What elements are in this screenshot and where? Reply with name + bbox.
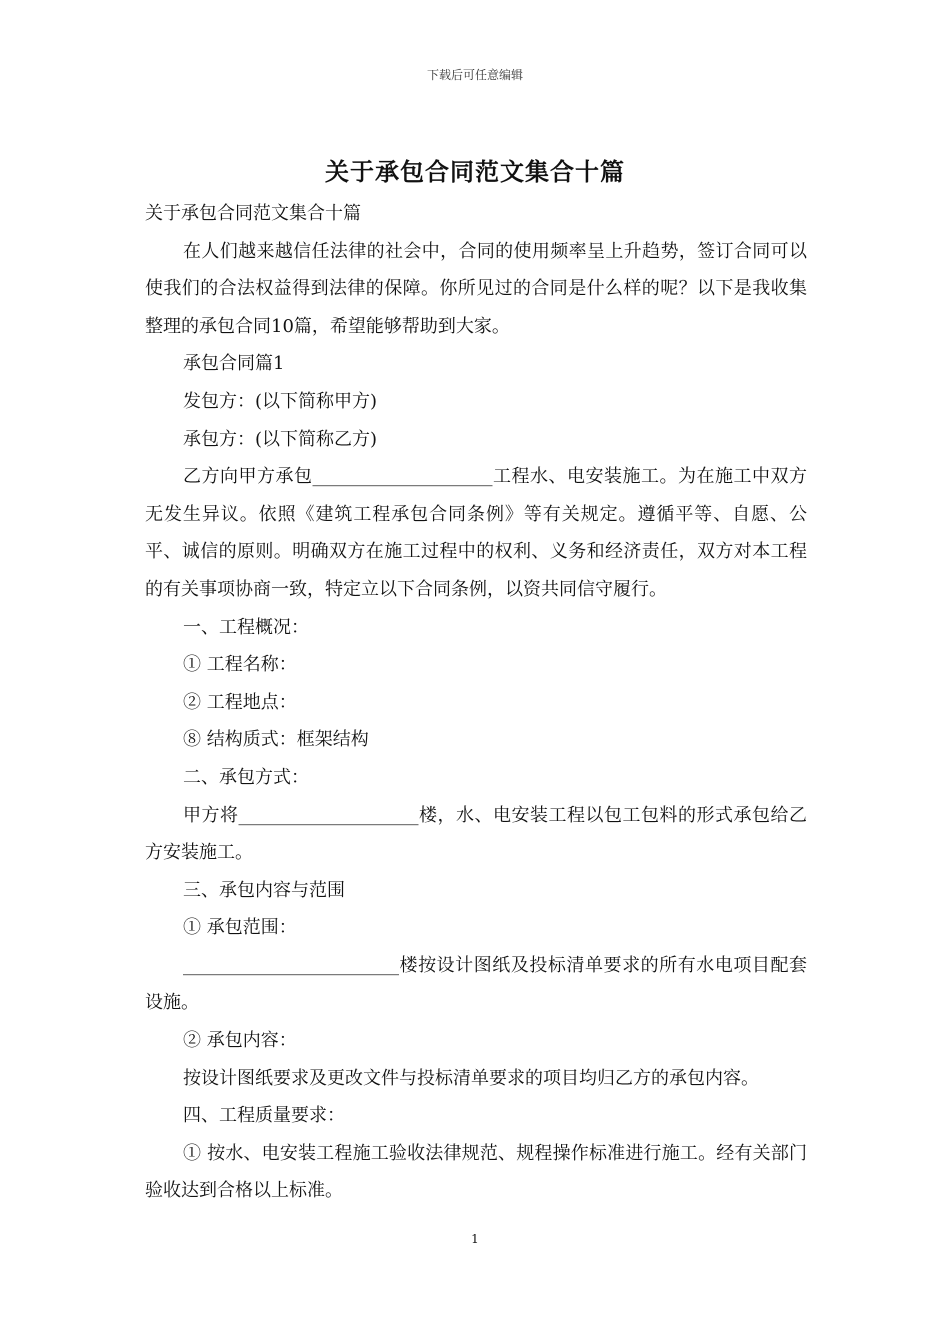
- paragraph: ② 承包内容：: [183, 1030, 297, 1052]
- paragraph: ② 工程地点：: [183, 691, 297, 713]
- paragraph: 甲方将____________________楼，水、电安装工程以包工包料的形式承包给乙方安装施工。: [145, 804, 807, 864]
- paragraph: ⑧ 结构质式：框架结构: [183, 729, 369, 751]
- section-heading: 一、工程概况：: [183, 616, 309, 638]
- paragraph: ① 工程名称：: [183, 654, 297, 676]
- section-heading: 二、承包方式：: [183, 766, 309, 788]
- paragraph: ① 承包范围：: [183, 917, 297, 939]
- paragraph: 乙方向甲方承包____________________工程水、电安装施工。为在施工中双方无发生异议。依照《建筑工程承包合同条例》等有关规定。遵循平等、自愿、公平、诚信的原则。明确双方在施工过程中的权利、义务和经济责任，双方对本工程的有关事项协商一致，特定立以下合同条例，以资共同信守履行。: [145, 466, 807, 600]
- paragraph: 发包方：(以下简称甲方): [183, 390, 378, 412]
- paragraph: 按设计图纸要求及更改文件与投标清单要求的项目均归乙方的承包内容。: [183, 1067, 759, 1089]
- page-header-note: 下载后可任意编辑: [426, 68, 523, 82]
- paragraph: 在人们越来越信任法律的社会中，合同的使用频率呈上升趋势，签订合同可以使我们的合法权益得到法律的保障。你所见过的合同是什么样的呢？以下是我收集整理的承包合同10篇，希望能够帮助到大家。: [145, 240, 807, 337]
- paragraph: ① 按水、电安装工程施工验收法律规范、规程操作标准进行施工。经有关部门验收达到合格以上标准。: [145, 1142, 807, 1202]
- page-number: 1: [471, 1232, 479, 1246]
- document-body: [145, 195, 807, 1210]
- paragraph: ________________________楼按设计图纸及投标清单要求的所有水电项目配套设施。: [145, 954, 807, 1014]
- paragraph: 关于承包合同范文集合十篇: [145, 203, 361, 224]
- document-title: 关于承包合同范文集合十篇: [325, 157, 625, 186]
- paragraph: 承包合同篇1: [183, 353, 285, 375]
- paragraph: 承包方：(以下简称乙方): [183, 428, 378, 450]
- section-heading: 四、工程质量要求：: [183, 1105, 345, 1127]
- section-heading: 三、承包内容与范围: [183, 879, 345, 901]
